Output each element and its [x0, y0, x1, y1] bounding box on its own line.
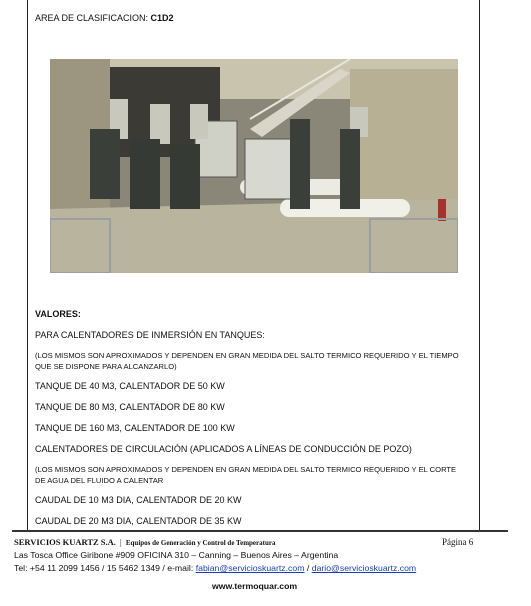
equipment-photo — [50, 59, 458, 273]
footer-divider — [12, 530, 508, 532]
footer-contact — [14, 563, 416, 573]
footer-address: Las Tosca Office Giribone #909 OFICINA 310 – Canning – Buenos Aires – Argentina — [14, 550, 339, 560]
page-number: Página 6 — [442, 537, 474, 547]
footer-website[interactable]: www.termoquar.com — [212, 581, 298, 591]
footer-phone: Tel: +54 11 2099 1456 / 15 5462 1349 / e-mail: — [14, 563, 194, 573]
section1-note-line1: (LOS MISMOS SON APROXIMADOS Y DEPENDEN EN GRAN MEDIDA DEL SALTO TERMICO REQUERIDO Y EL TIEMPO — [35, 351, 459, 360]
footer-tagline: Equipos de Generación y Control de Temperatura — [125, 539, 276, 547]
section2-title: CALENTADORES DE CIRCULACIÓN (APLICADOS A LÍNEAS DE CONDUCCIÓN DE POZO) — [35, 444, 412, 454]
valores-heading: VALORES: — [35, 309, 81, 319]
tank-item: TANQUE DE 160 M3, CALENTADOR DE 100 KW — [35, 423, 235, 433]
flow-item: CAUDAL DE 10 M3 DIA, CALENTADOR DE 20 KW — [35, 495, 242, 505]
flow-item: CAUDAL DE 20 M3 DIA, CALENTADOR DE 35 KW — [35, 516, 242, 526]
area-code: C1D2 — [150, 13, 174, 23]
section1-title: PARA CALENTADORES DE INMERSIÓN EN TANQUES: — [35, 330, 265, 340]
footer-pipe: | — [120, 537, 122, 547]
photo-illustration — [50, 59, 458, 273]
email-link-dario[interactable]: dario@servicioskuartz.com — [311, 563, 417, 573]
section2-note-line1: (LOS MISMOS SON APROXIMADOS Y DEPENDEN EN GRAN MEDIDA DEL SALTO TERMICO REQUERIDO Y EL CORTE — [35, 465, 457, 474]
section2-note-line2: DE AGUA DEL FLUIDO A CALENTAR — [35, 476, 164, 485]
footer-company-line — [14, 537, 275, 547]
area-classification — [35, 13, 174, 23]
email-link-fabian[interactable]: fabian@servicioskuartz.com — [195, 563, 305, 573]
email-separator: / — [306, 563, 310, 573]
area-label: AREA DE CLASIFICACION: — [35, 13, 149, 23]
footer-company: SERVICIOS KUARTZ S.A. — [14, 537, 116, 547]
tank-item: TANQUE DE 40 M3, CALENTADOR DE 50 KW — [35, 381, 225, 391]
tank-item: TANQUE DE 80 M3, CALENTADOR DE 80 KW — [35, 402, 225, 412]
section1-note-line2: QUE SE DISPONE PARA ALCANZARLO) — [35, 362, 177, 371]
